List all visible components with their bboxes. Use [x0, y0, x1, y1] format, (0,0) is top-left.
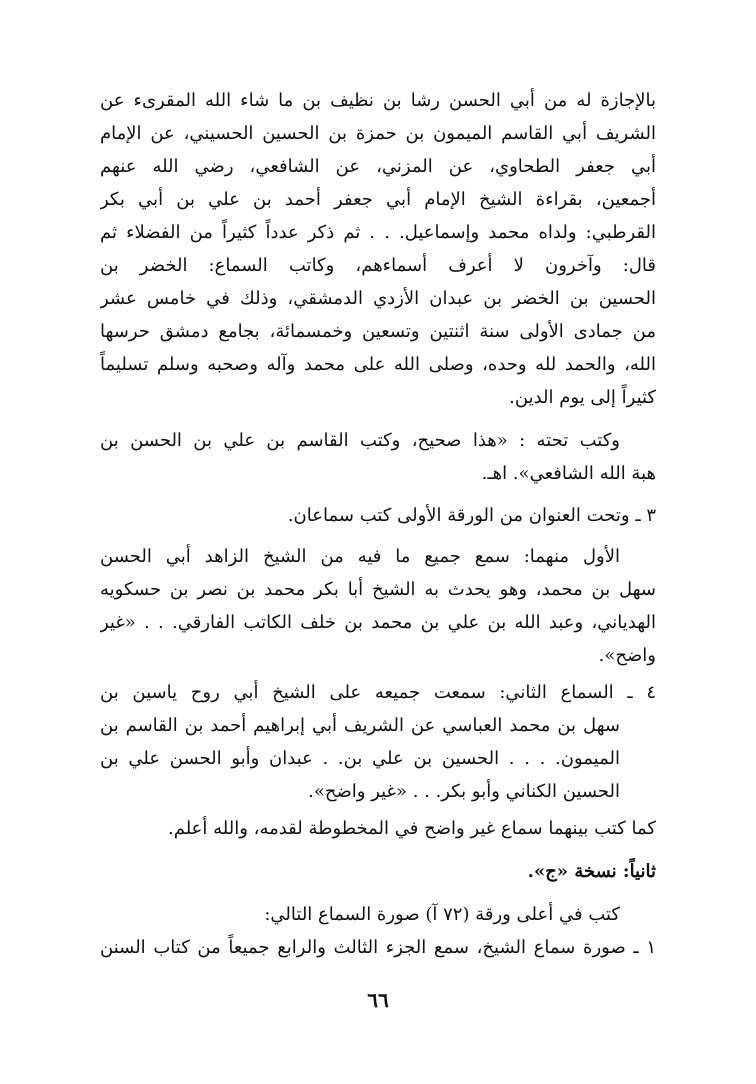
text-line: الله، والحمد لله وحده، وصلى الله على محمد وآله وصحبه وسلم تسليماً — [100, 354, 656, 375]
text-line: الهدياني، وعبد الله بن علي بن محمد بن خلف الكاتب الفارقي. . . «غير — [100, 612, 656, 633]
text-line: أبي جعفر الطحاوي، عن المزني، عن الشافعي، رضي الله عنهم — [100, 156, 656, 177]
text-line: سهل بن محمد، وهو يحدث به الشيخ أبا بكر محمد بن نصر بن حسكويه — [100, 579, 656, 600]
text-line: ١ ـ صورة سماع الشيخ، سمع الجزء الثالث والرابع جميعاً من كتاب السنن — [100, 937, 656, 958]
page-number: ٦٦ — [367, 988, 389, 1012]
paragraph-item-3 — [100, 499, 656, 532]
text-line: واضح». — [598, 645, 656, 666]
paragraph-first-sama — [100, 540, 656, 672]
text-line: الحسين بن الخضر بن عبدان الأزدي الدمشقي، وذلك في خامس عشر — [100, 288, 656, 309]
paragraph-copy-j — [100, 898, 656, 964]
text-line: الشريف أبي القاسم الميمون بن حمزة بن الحسين الحسيني، عن الإمام — [100, 123, 656, 144]
text-line: قال: وآخرون لا أعرف أسماءهم، وكاتب السماع: الخضر بن — [100, 255, 656, 276]
paragraph-ijaza — [100, 84, 656, 414]
text-line: الحسين الكناني وأبو بكر. . . «غير واضح». — [308, 781, 620, 802]
paragraph-note-below — [100, 424, 656, 490]
text-line: القرطبي: ولداه محمد وإسماعيل. . . ثم ذكر عدداً كثيراً من الفضلاء ثم — [100, 222, 656, 243]
heading-copy-j: ثانياً: نسخة «ج». — [527, 861, 656, 882]
text-line: ٣ ـ وتحت العنوان من الورقة الأولى كتب سماعان. — [287, 505, 656, 526]
section-heading — [100, 855, 656, 888]
text-line: أجمعين، بقراءة الشيخ الإمام أبي جعفر أحمد بن علي بن أبي بكر — [100, 189, 656, 210]
text-line: بالإجازة له من أبي الحسن رشا بن نظيف بن ما شاء الله المقرىء عن — [100, 90, 656, 111]
text-line: كما كتب بينهما سماع غير واضح في المخطوطة لقدمه، والله أعلم. — [168, 818, 656, 839]
text-line: الميمون. . . . الحسين بن علي بن. . عبدان وأبو الحسن علي بن — [100, 748, 620, 769]
text-line: وكتب تحته : «هذا صحيح، وكتب القاسم بن علي بن الحسن بن — [100, 430, 620, 451]
text-line: الأول منهما: سمع جميع ما فيه من الشيخ الزاهد أبي الحسن — [100, 546, 620, 567]
text-line: هبة الله الشافعي». اهـ. — [481, 463, 656, 484]
paragraph-item-4 — [100, 676, 656, 808]
text-line: ٤ ـ السماع الثاني: سمعت جميعه على الشيخ أبي روح ياسين بن — [100, 682, 656, 703]
text-line: كتب في أعلى ورقة (٧٢ آ) صورة السماع التالي: — [264, 904, 620, 925]
text-line: كثيراً إلى يوم الدين. — [509, 387, 656, 408]
text-line: من جمادى الأولى سنة اثنتين وتسعين وخمسمائة، بجامع دمشق حرسها — [100, 321, 656, 342]
paragraph-between — [100, 812, 656, 845]
text-line: سهل بن محمد العباسي عن الشريف أبي إبراهيم أحمد بن القاسم بن — [100, 715, 620, 736]
